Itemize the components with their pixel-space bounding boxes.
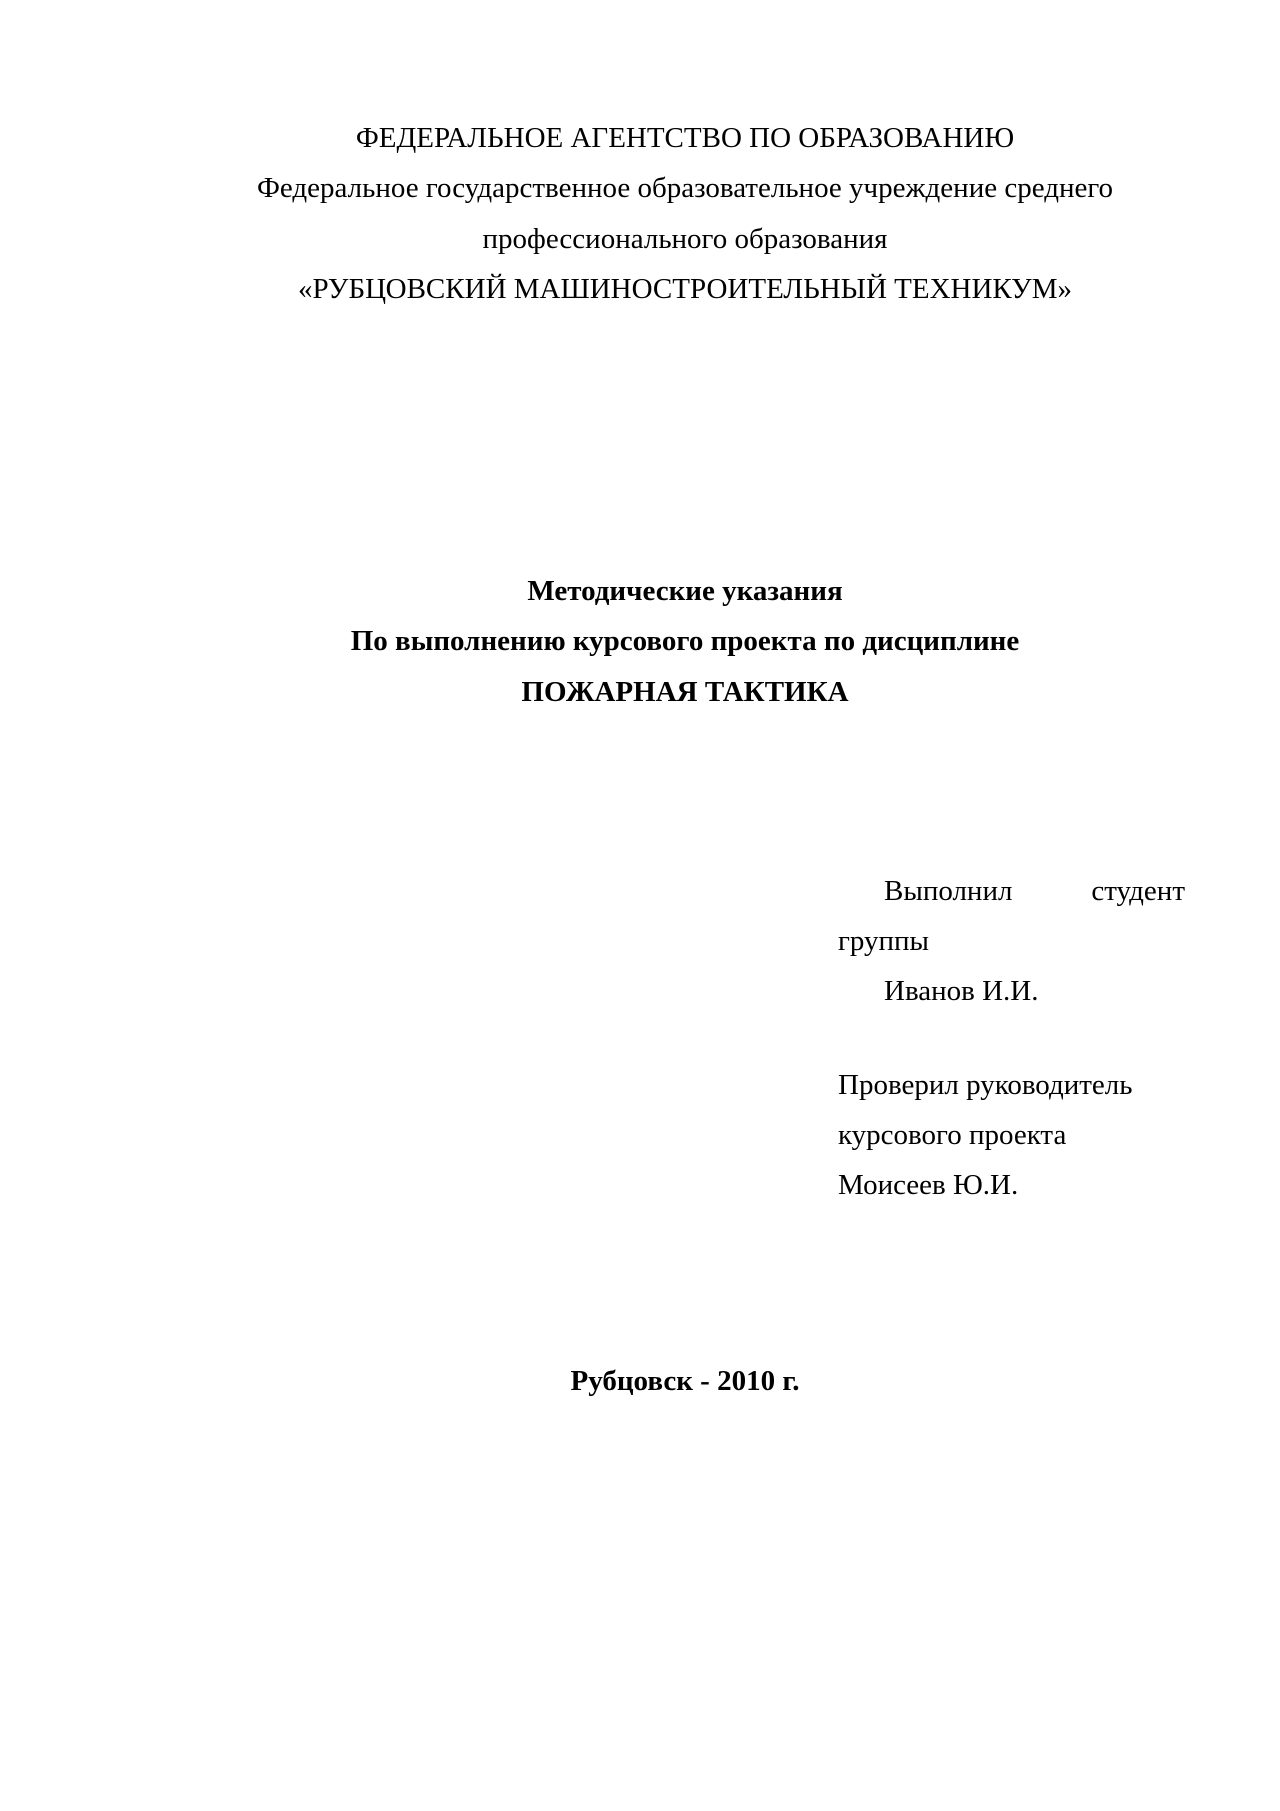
group-label: группы bbox=[838, 925, 930, 957]
reviewer-line-2: курсового проекта bbox=[838, 1119, 1067, 1151]
performed-word: Выполнил bbox=[884, 875, 1013, 907]
student-word: студент bbox=[1091, 875, 1185, 907]
student-name: Иванов И.И. bbox=[884, 975, 1039, 1007]
institution-line-1: Федеральное государственное образовательное учреждение среднего bbox=[256, 172, 1114, 204]
reviewer-line-1: Проверил руководитель bbox=[838, 1069, 1133, 1101]
performed-by-line bbox=[838, 874, 1185, 908]
subject-title: ПОЖАРНАЯ ТАКТИКА bbox=[521, 676, 849, 708]
document-title: Методические указания bbox=[527, 575, 843, 607]
place-and-year: Рубцовск - 2010 г. bbox=[570, 1365, 800, 1397]
document-subtitle: По выполнению курсового проекта по дисциплине bbox=[350, 625, 1020, 657]
agency-heading: ФЕДЕРАЛЬНОЕ АГЕНТСТВО ПО ОБРАЗОВАНИЮ bbox=[355, 122, 1015, 154]
college-name: «РУБЦОВСКИЙ МАШИНОСТРОИТЕЛЬНЫЙ ТЕХНИКУМ» bbox=[298, 273, 1072, 305]
reviewer-name: Моисеев Ю.И. bbox=[838, 1169, 1019, 1201]
institution-line-2: профессионального образования bbox=[482, 223, 888, 255]
